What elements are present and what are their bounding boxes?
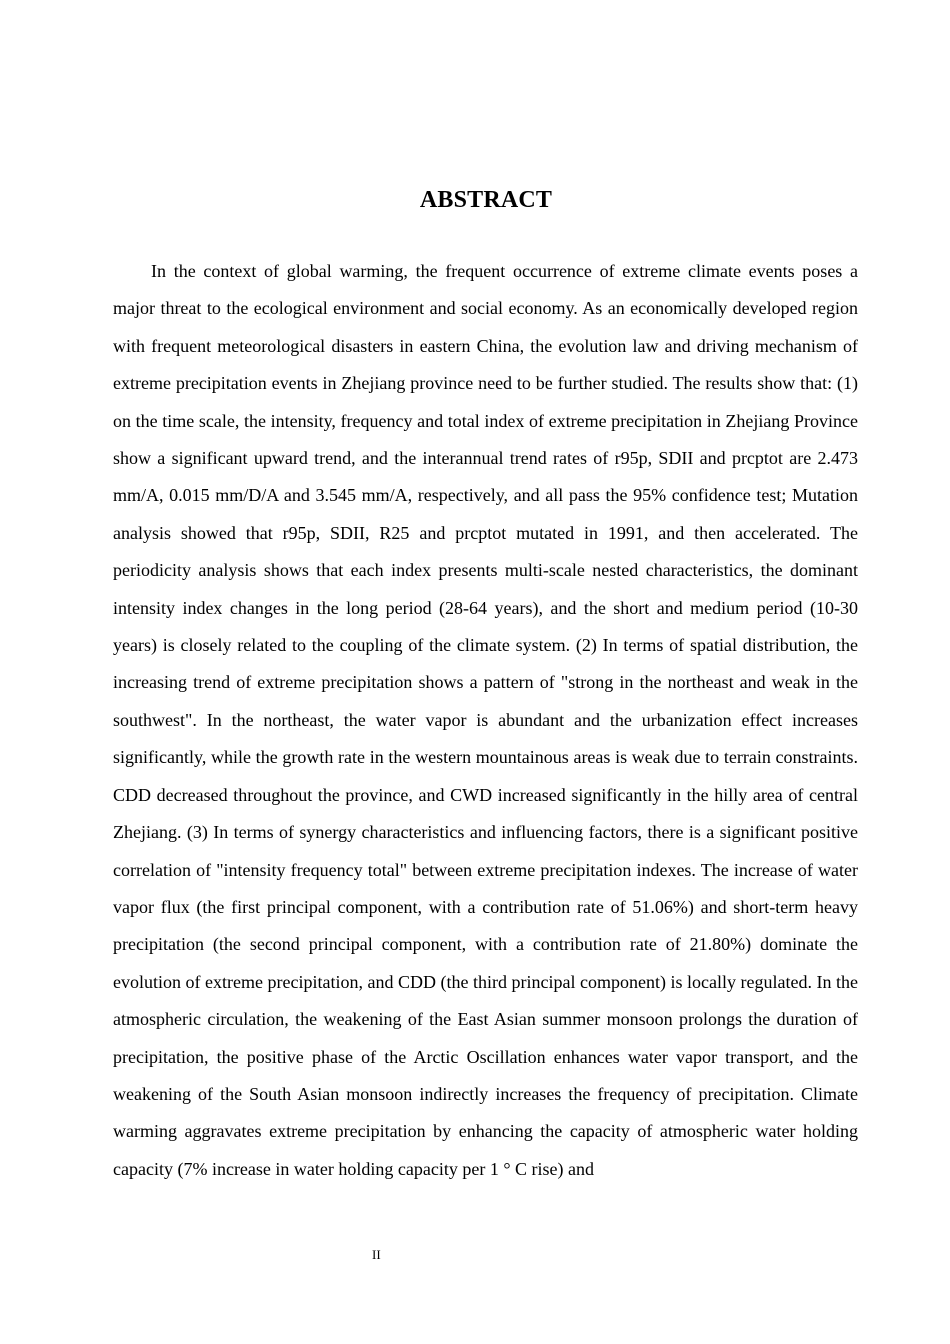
page-number: II	[372, 1247, 381, 1262]
abstract-body: In the context of global warming, the frequent occurrence of extreme climate events poses a major threat to the ecological environment and social economy. As an economically developed region with frequent meteorological disasters in eastern China, the evolution law and driving mechanism of extreme precipitation events in Zhejiang province need to be further studied. The results show that: (1) on the time scale, the intensity, frequency and total index of extreme precipitation in Zhejiang Province show a significant upward trend, and the interannual trend rates of r95p, SDII and prcptot are 2.473 mm/A, 0.015 mm/D/A and 3.545 mm/A, respectively, and all pass the 95% confidence test; Mutation analysis showed that r95p, SDII, R25 and prcptot mutated in 1991, and then accelerated. The periodicity analysis shows that each index presents multi-scale nested characteristics, the dominant intensity index changes in the long period (28-64 years), and the short and medium period (10-30 years) is closely related to the coupling of the climate system. (2) In terms of spatial distribution, the increasing trend of extreme precipitation shows a pattern of "strong in the northeast and weak in the southwest". In the northeast, the water vapor is abundant and the urbanization effect increases significantly, while the growth rate in the western mountainous areas is weak due to terrain constraints. CDD decreased throughout the province, and CWD increased significantly in the hilly area of central Zhejiang. (3) In terms of synergy characteristics and influencing factors, there is a significant positive correlation of "intensity frequency total" between extreme precipitation indexes. The increase of water vapor flux (the first principal component, with a contribution rate of 51.06%) and short-term heavy precipitation (the second principal component, with a contribution rate of 21.80%) dominate the evolution of extreme precipitation, and CDD (the third principal component) is locally regulated. In the atmospheric circulation, the weakening of the East Asian summer monsoon prolongs the duration of precipitation, the positive phase of the Arctic Oscillation enhances water vapor transport, and the weakening of the South Asian monsoon indirectly increases the frequency of precipitation. Climate warming aggravates extreme precipitation by enhancing the capacity of atmospheric water holding capacity (7% increase in water holding capacity per 1 ° C rise) and	[113, 261, 858, 1179]
abstract-title: ABSTRACT	[419, 187, 553, 213]
